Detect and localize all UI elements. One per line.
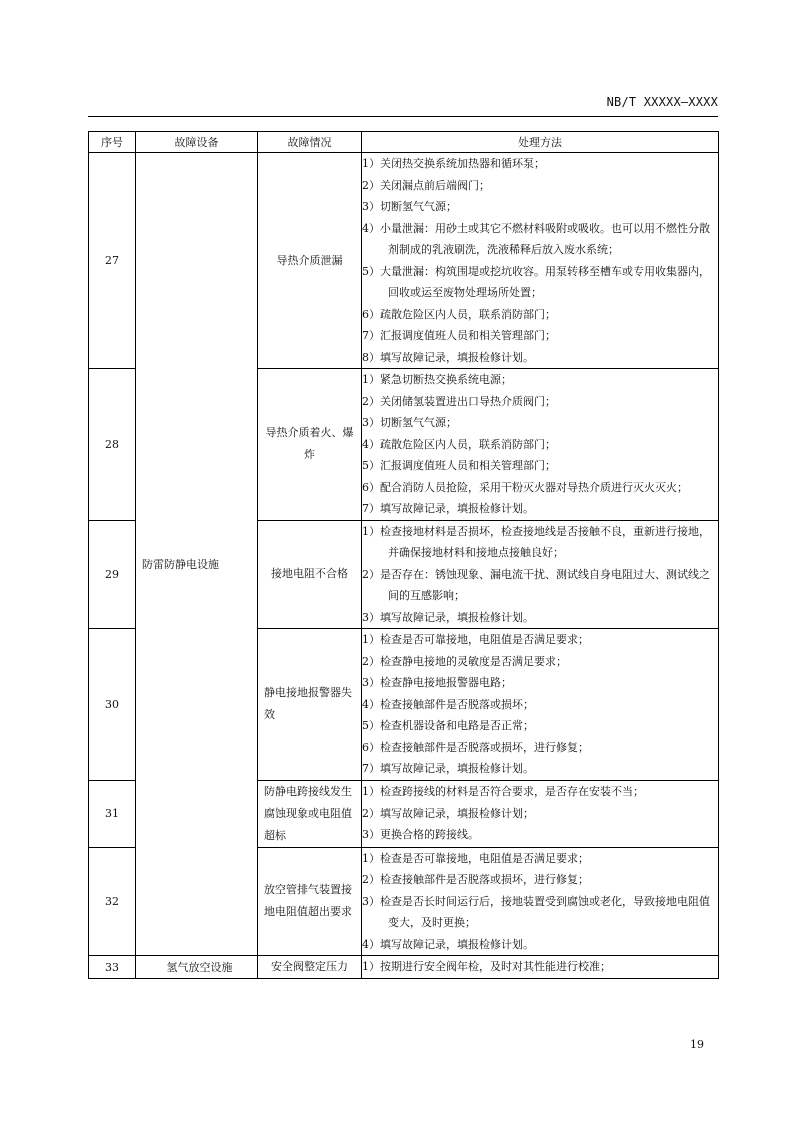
method-item: 2）关闭储氢装置进出口导热介质阀门； bbox=[362, 394, 556, 408]
method-item: 4）疏散危险区内人员，联系消防部门； bbox=[362, 437, 556, 451]
method-item: 3）检查是否长时间运行后，接地装置受到腐蚀或老化，导致接地电阻值变大，及时更换； bbox=[362, 894, 710, 929]
method-item: 1）关闭热交换系统加热器和循环泵； bbox=[362, 157, 545, 170]
method-item: 3）填写故障记录，填报检修计划。 bbox=[362, 610, 534, 624]
column-header-device: 故障设备 bbox=[136, 132, 258, 153]
fault-situation: 静电接地报警器失效 bbox=[258, 629, 362, 781]
method-item: 1）检查是否可靠接地，电阻值是否满足要求； bbox=[362, 851, 589, 865]
device-name: 氢气放空设施 bbox=[136, 956, 258, 979]
method-item: 6）配合消防人员抢险，采用干粉灭火器对导热介质进行灭火灭火； bbox=[362, 480, 688, 494]
method-cell bbox=[362, 369, 719, 521]
method-item: 7）填写故障记录，填报检修计划。 bbox=[362, 762, 534, 775]
method-item: 5）汇报调度值班人员和相关管理部门； bbox=[362, 459, 556, 472]
header-rule bbox=[88, 116, 718, 117]
method-item: 2）检查静电接地的灵敏度是否满足要求； bbox=[362, 654, 567, 668]
method-item: 2）检查接触部件是否脱落或损坏，进行修复； bbox=[362, 873, 589, 886]
column-header-method: 处理方法 bbox=[362, 132, 719, 153]
row-number: 33 bbox=[89, 956, 136, 979]
row-number: 31 bbox=[89, 780, 136, 847]
method-item: 3）检查静电接地报警器电路； bbox=[362, 676, 512, 689]
fault-table bbox=[88, 131, 719, 979]
method-cell bbox=[362, 847, 719, 956]
method-item: 4）小量泄漏：用砂土或其它不燃材料吸附或吸收。也可以用不燃性分散剂制成的乳液刷洗，洗液稀释后放入废水系统； bbox=[362, 221, 710, 256]
method-item: 3）切断氢气气源； bbox=[362, 200, 457, 213]
fault-situation: 防静电跨接线发生腐蚀现象或电阻值超标 bbox=[258, 780, 362, 847]
row-number: 28 bbox=[89, 369, 136, 521]
column-header-situation: 故障情况 bbox=[258, 132, 362, 153]
fault-situation: 放空管排气装置接地电阻值超出要求 bbox=[258, 847, 362, 956]
method-item: 2）关闭漏点前后端阀门； bbox=[362, 178, 490, 192]
method-item: 4）检查接触部件是否脱落或损坏； bbox=[362, 697, 534, 711]
row-number: 27 bbox=[89, 153, 136, 369]
method-item: 5）大量泄漏：构筑围堤或挖坑收容。用泵转移至槽车或专用收集器内，回收或运至废物处理场所处置； bbox=[362, 264, 710, 299]
method-item: 1）检查接地材料是否损坏，检查接地线是否接触不良，重新进行接地，并确保接地材料和接地点接触良好； bbox=[362, 524, 710, 559]
method-item: 7）汇报调度值班人员和相关管理部门； bbox=[362, 329, 556, 342]
method-cell bbox=[362, 153, 719, 369]
table-row bbox=[89, 956, 719, 979]
method-item: 5）检查机器设备和电路是否正常； bbox=[362, 719, 534, 732]
table-header-row bbox=[89, 132, 719, 153]
method-cell bbox=[362, 629, 719, 781]
method-item: 1）检查跨接线的材料是否符合要求，是否存在安装不当； bbox=[362, 785, 644, 799]
method-item: 7）填写故障记录，填报检修计划。 bbox=[362, 502, 534, 515]
method-item: 4）填写故障记录，填报检修计划。 bbox=[362, 937, 534, 951]
fault-situation: 接地电阻不合格 bbox=[258, 520, 362, 629]
method-cell bbox=[362, 780, 719, 847]
row-number: 29 bbox=[89, 520, 136, 629]
method-item: 8）填写故障记录，填报检修计划。 bbox=[362, 350, 534, 364]
document-code: NB/T XXXXX—XXXX bbox=[606, 95, 718, 109]
method-item: 1）紧急切断热交换系统电源； bbox=[362, 373, 512, 386]
fault-situation: 安全阀整定压力 bbox=[258, 956, 362, 979]
method-item: 3）更换合格的跨接线。 bbox=[362, 828, 479, 842]
method-item: 6）疏散危险区内人员，联系消防部门； bbox=[362, 307, 556, 321]
method-cell bbox=[362, 520, 719, 629]
device-cell-group bbox=[136, 153, 258, 956]
method-cell bbox=[362, 956, 719, 979]
table-row bbox=[89, 153, 719, 369]
method-item: 6）检查接触部件是否脱落或损坏，进行修复； bbox=[362, 740, 589, 754]
method-item: 1）按期进行安全阀年检，及时对其性能进行校准； bbox=[362, 960, 611, 974]
method-item: 3）切断氢气气源； bbox=[362, 416, 457, 429]
method-item: 2）是否存在：锈蚀现象、漏电流干扰、测试线自身电阻过大、测试线之间的互感影响； bbox=[362, 567, 710, 602]
method-item: 1）检查是否可靠接地，电阻值是否满足要求； bbox=[362, 633, 589, 646]
row-number: 30 bbox=[89, 629, 136, 781]
column-header-no: 序号 bbox=[89, 132, 136, 153]
row-number: 32 bbox=[89, 847, 136, 956]
device-name: 防雷防静电设施 bbox=[142, 558, 219, 571]
fault-situation: 导热介质泄漏 bbox=[258, 153, 362, 369]
method-item: 2）填写故障记录，填报检修计划； bbox=[362, 806, 534, 820]
page-number: 19 bbox=[690, 1038, 704, 1051]
fault-situation: 导热介质着火、爆炸 bbox=[258, 369, 362, 521]
